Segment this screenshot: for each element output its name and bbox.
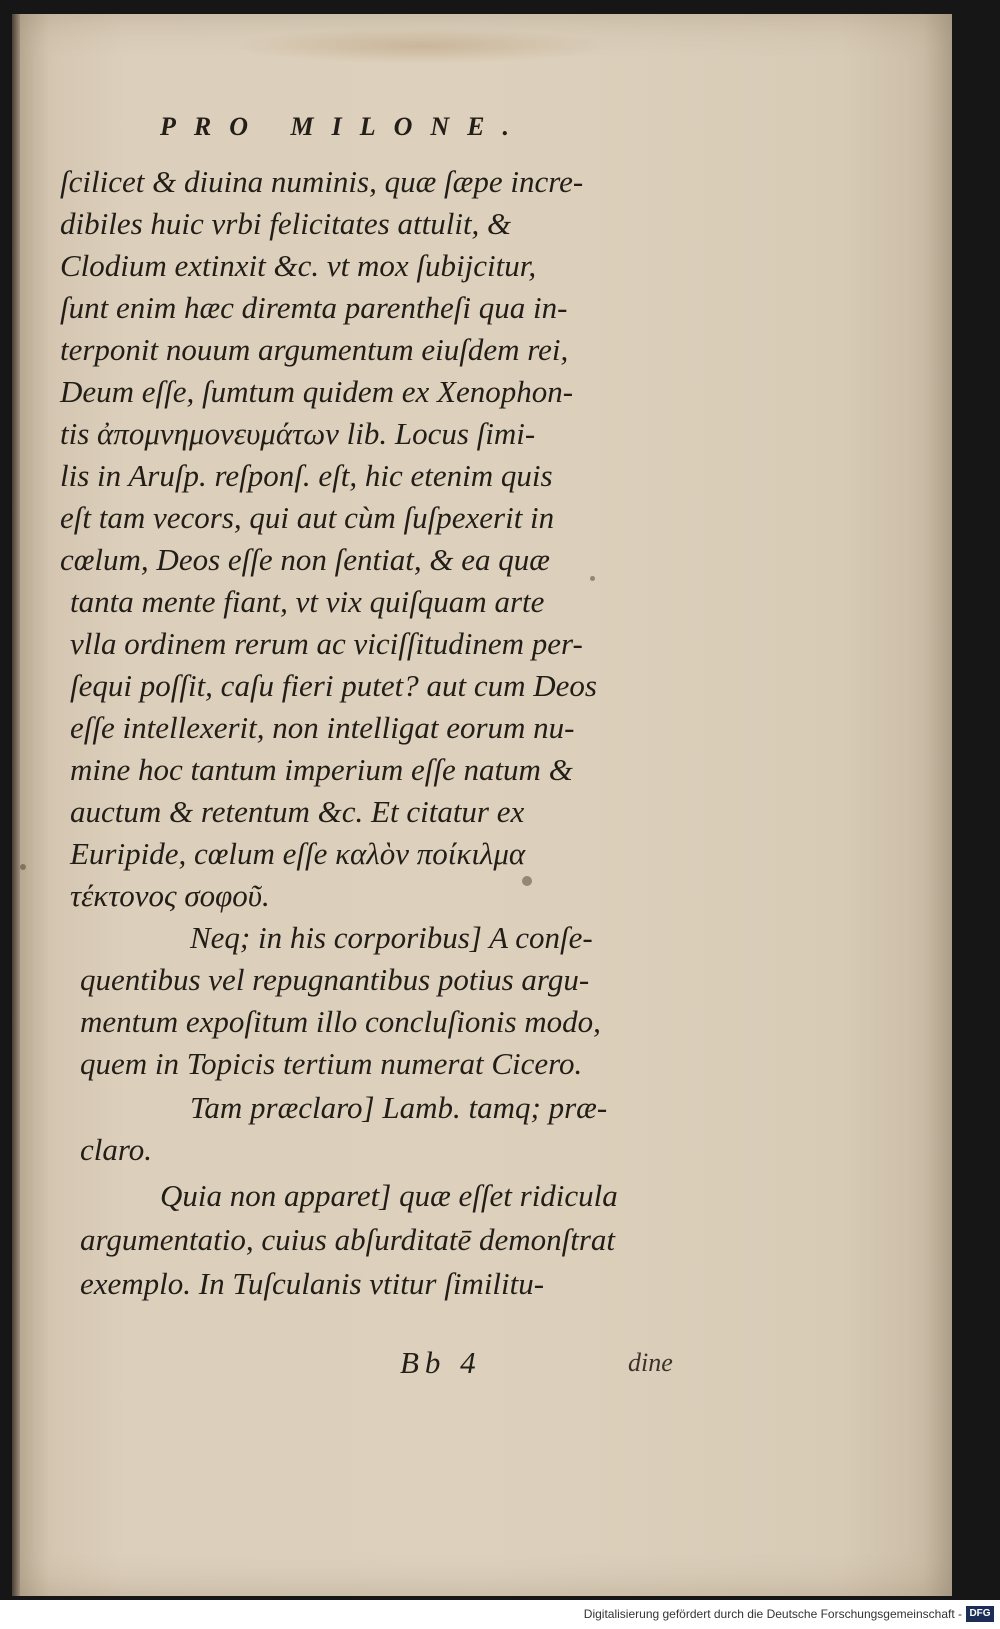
text-line: tis ἀπομνημονευμάτων lib. Locus ſimi- [60, 416, 536, 451]
text-line: tanta mente fiant, vt vix quiſquam arte [70, 584, 545, 619]
ink-spot [20, 864, 26, 870]
text-line: mentum expoſitum illo concluſionis modo, [80, 1004, 601, 1039]
text-line: Tam præclaro] Lamb. tamq; præ- [190, 1090, 608, 1125]
text-line: ſequi poſſit, caſu fieri putet? aut cum Deos [70, 668, 597, 703]
text-line: dibiles huic vrbi felicitates attulit, & [60, 206, 512, 241]
ink-spot [522, 876, 532, 886]
text-line: mine hoc tantum imperium eſſe natum & [70, 752, 573, 787]
text-line: Quia non apparet] quæ eſſet ridicula [160, 1178, 618, 1213]
text-line: argumentatio, cuius abſurditatē demonſtrat [80, 1222, 616, 1257]
ink-spot [590, 576, 595, 581]
dfg-logo-icon: DFG [966, 1606, 994, 1622]
text-line: ſunt enim hæc diremta parentheſi qua in- [60, 290, 568, 325]
text-line: Clodium extinxit &c. vt mox ſubijcitur, [60, 248, 537, 283]
text-line: exemplo. In Tuſculanis vtitur ſimilitu- [80, 1266, 545, 1301]
text-line: quem in Topicis tertium numerat Cicero. [80, 1046, 583, 1081]
catchword: dine [628, 1348, 673, 1377]
text-line: Euripide, cœlum eſſe καλὸν ποίκιλμα [70, 836, 526, 871]
funding-credit: Digitalisierung gefördert durch die Deutsche Forschungsgemeinschaft - [583, 1607, 962, 1621]
text-line: eſſe intellexerit, non intelligat eorum nu- [70, 710, 575, 745]
running-head: PRO MILONE. [160, 112, 528, 141]
text-line: eſt tam vecors, qui aut cùm ſuſpexerit in [60, 500, 555, 535]
signature-mark: Bb 4 [400, 1345, 482, 1380]
text-line: claro. [80, 1132, 153, 1167]
text-line: cœlum, Deos eſſe non ſentiat, & ea quæ [60, 542, 550, 577]
text-line: τέκτονος σοφοῦ. [70, 878, 270, 913]
text-line: terponit nouum argumentum eiuſdem rei, [60, 332, 569, 367]
text-line: Neq; in his corporibus] A conſe- [190, 920, 593, 955]
text-line: ſcilicet & diuina numinis, quæ ſæpe incre- [60, 164, 584, 199]
text-line: Deum eſſe, ſumtum quidem ex Xenophon- [60, 374, 574, 409]
text-line: lis in Aruſp. reſponſ. eſt, hic etenim quis [60, 458, 553, 493]
text-line: auctum & retentum &c. Et citatur ex [70, 794, 525, 829]
text-line: quentibus vel repugnantibus potius argu- [80, 962, 590, 997]
text-line: vlla ordinem rerum ac viciſſitudinem per- [70, 626, 583, 661]
footer-bar [0, 1600, 1000, 1629]
